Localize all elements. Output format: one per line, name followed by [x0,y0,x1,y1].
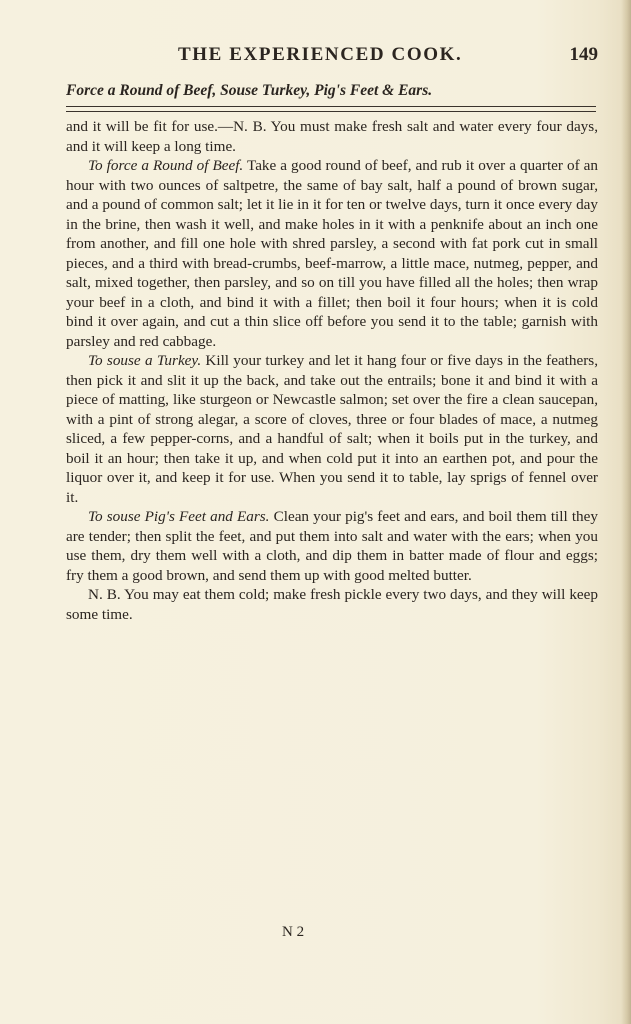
recipe-heading: To souse a Turkey. [88,352,202,369]
recipe-heading: To force a Round of Beef. [88,157,244,174]
body-text [66,117,598,624]
paragraph-text: Kill your turkey and let it hang four or five days in the feathers, then pick it and slit it up the back, and take out the entrails; bone it and bind it with a piece of matting, like sturgeon or Newcastle salmon; set over the fire a clean saucepan, with a pint of strong alegar, a score of cloves, three or four blades of mace, a nutmeg sliced, a few pepper-corns, and a handful of salt; when it boils put in the turkey, and boil it an hour; then take it up, and when cold put it into an earthen pot, and pour the liquor over it, and keep it for use. When you send it to table, lay sprigs of fennel over it. [66,352,599,506]
paragraph-text: Take a good round of beef, and rub it over a quarter of an hour with two ounces of saltpetre, the same of bay salt, half a pound of brown sugar, and a pound of common salt; let it lie in it for ten or twelve days, turn it once every day in the brine, then wash it well, and make holes in it with a penknife about an inch one from another, and fill one hole with shred parsley, a second with fat pork cut in small pieces, and a third with bread-crumbs, beef-marrow, a little mace, nutmeg, pepper, and salt, mixed together, then parsley, and so on till you have filled all the holes; then wrap your beef in a cloth, and bind it with a fillet; then boil it four hours; when it is cold bind it over again, and cut a thin slice off before you send it to the table; garnish with parsley and red cabbage. [66,157,598,350]
paragraph-text: N. B. You may eat them cold; make fresh pickle every two days, and they will keep some time. [66,586,598,623]
page-number: 149 [569,44,598,65]
paragraph-force-beef [66,156,598,351]
paragraph-nota-bene [66,585,598,624]
rule-top [66,106,596,107]
recipe-heading: To souse Pig's Feet and Ears. [88,508,270,525]
paragraph-text: and it will be fit for use.—N. B. You must make fresh salt and water every four days, and it will keep a long time. [66,118,598,155]
page-edge-shadow [621,0,631,1024]
paragraph-souse-turkey [66,351,598,507]
paragraph-continuation [66,117,598,156]
running-head [66,44,598,70]
paragraph-text: Clean your pig's feet and ears, and boil them till they are tender; then split the feet, and put them into salt and water with the ears; when you use them, dry them well with a cloth, and dip them in batter made of flour and eggs; fry them a good brown, and send them up with good melted butter. [66,508,598,584]
section-subhead: Force a Round of Beef, Souse Turkey, Pig's Feet & Ears. [66,82,433,99]
running-title: THE EXPERIENCED COOK. [178,44,463,65]
signature-mark: N 2 [282,924,305,940]
rule-bottom [66,111,596,112]
paragraph-souse-pigs-feet [66,507,598,585]
